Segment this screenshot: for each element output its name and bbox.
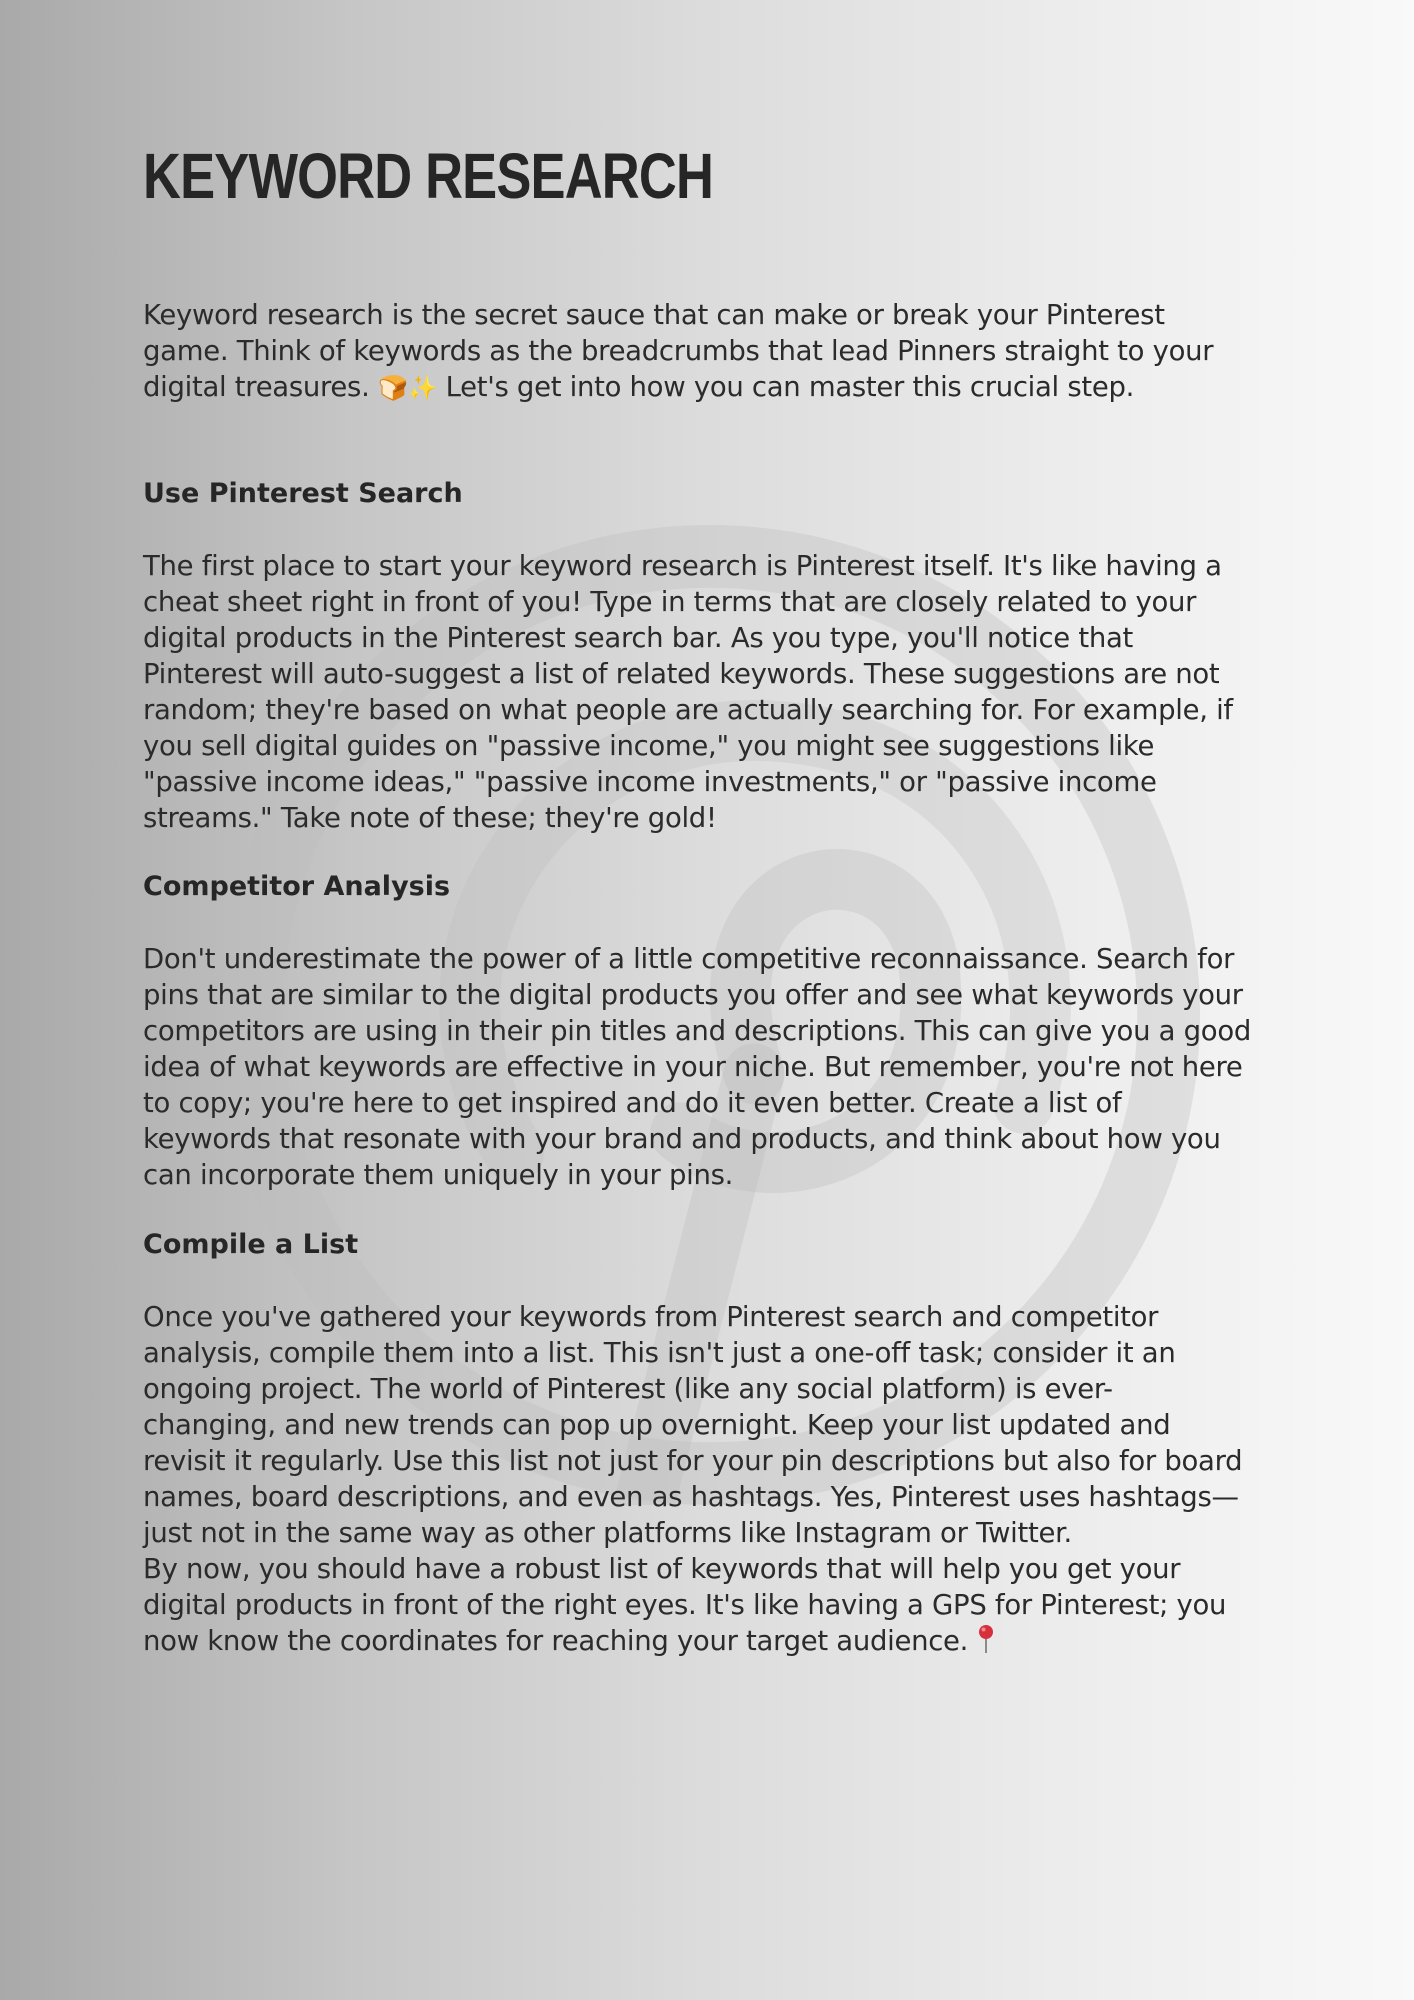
section-heading-compile-a-list: Compile a List — [143, 1229, 359, 1260]
intro-text-after: Let's get into how you can master this crucial step. — [437, 371, 1135, 403]
closing-text: By now, you should have a robust list of keywords that will help you get your digital products in front of the right eyes. It's like having a GPS for Pinterest; you now know the coordinates for reaching your target audience. — [143, 1553, 1227, 1657]
intro-paragraph — [143, 297, 1293, 406]
bread-sparkles-emoji-icon: 🍞✨ — [377, 374, 438, 402]
section-heading-competitor-analysis: Competitor Analysis — [143, 871, 451, 902]
section-body-use-pinterest-search: The first place to start your keyword research is Pinterest itself. It's like having a cheat sheet right in front of you! Type in terms that are closely related to your digital products in the Pinterest search bar. As you type, you'll notice that Pinterest will auto-suggest a list of related keywords. These suggestions are not random; they're based on what people are actually searching for. For example, if you sell digital guides on "passive income," you might see suggestions like "passive income ideas," "passive income investments," or "passive income streams." Take note of these; they're gold! — [143, 550, 1233, 834]
section-heading-use-pinterest-search: Use Pinterest Search — [143, 478, 463, 509]
page-title: KEYWORD RESEARCH — [143, 140, 714, 212]
section-body-competitor-analysis: Don't underestimate the power of a little competitive reconnaissance. Search for pins that are similar to the digital products you offer and see what keywords your competitors are using in their pin titles and descriptions. This can give you a good idea of what keywords are effective in your niche. But remember, you're not here to copy; you're here to get inspired and do it even better. Create a list of keywords that resonate with your brand and products, and think about how you can incorporate them uniquely in your pins. — [143, 943, 1252, 1191]
section-body-compile-a-list: Once you've gathered your keywords from Pinterest search and competitor analysis, compile them into a list. This isn't just a one-off task; consider it an ongoing project. The world of Pinterest (like any social platform) is ever- changing, and new trends can pop up overnight. Keep your list updated and revisit it regularly. Use this list not just for your pin descriptions but also for board names, board descriptions, and even as hashtags. Yes, Pinterest uses hashtags— just not in the same way as other platforms like Instagram or Twitter. — [143, 1301, 1243, 1549]
round-pushpin-icon — [977, 1624, 995, 1654]
intro-text-before: Keyword research is the secret sauce that can make or break your Pinterest game. Think of keywords as the breadcrumbs that lead Pinners straight to your digital treasures. — [143, 299, 1214, 403]
closing-paragraph — [143, 1551, 1293, 1659]
